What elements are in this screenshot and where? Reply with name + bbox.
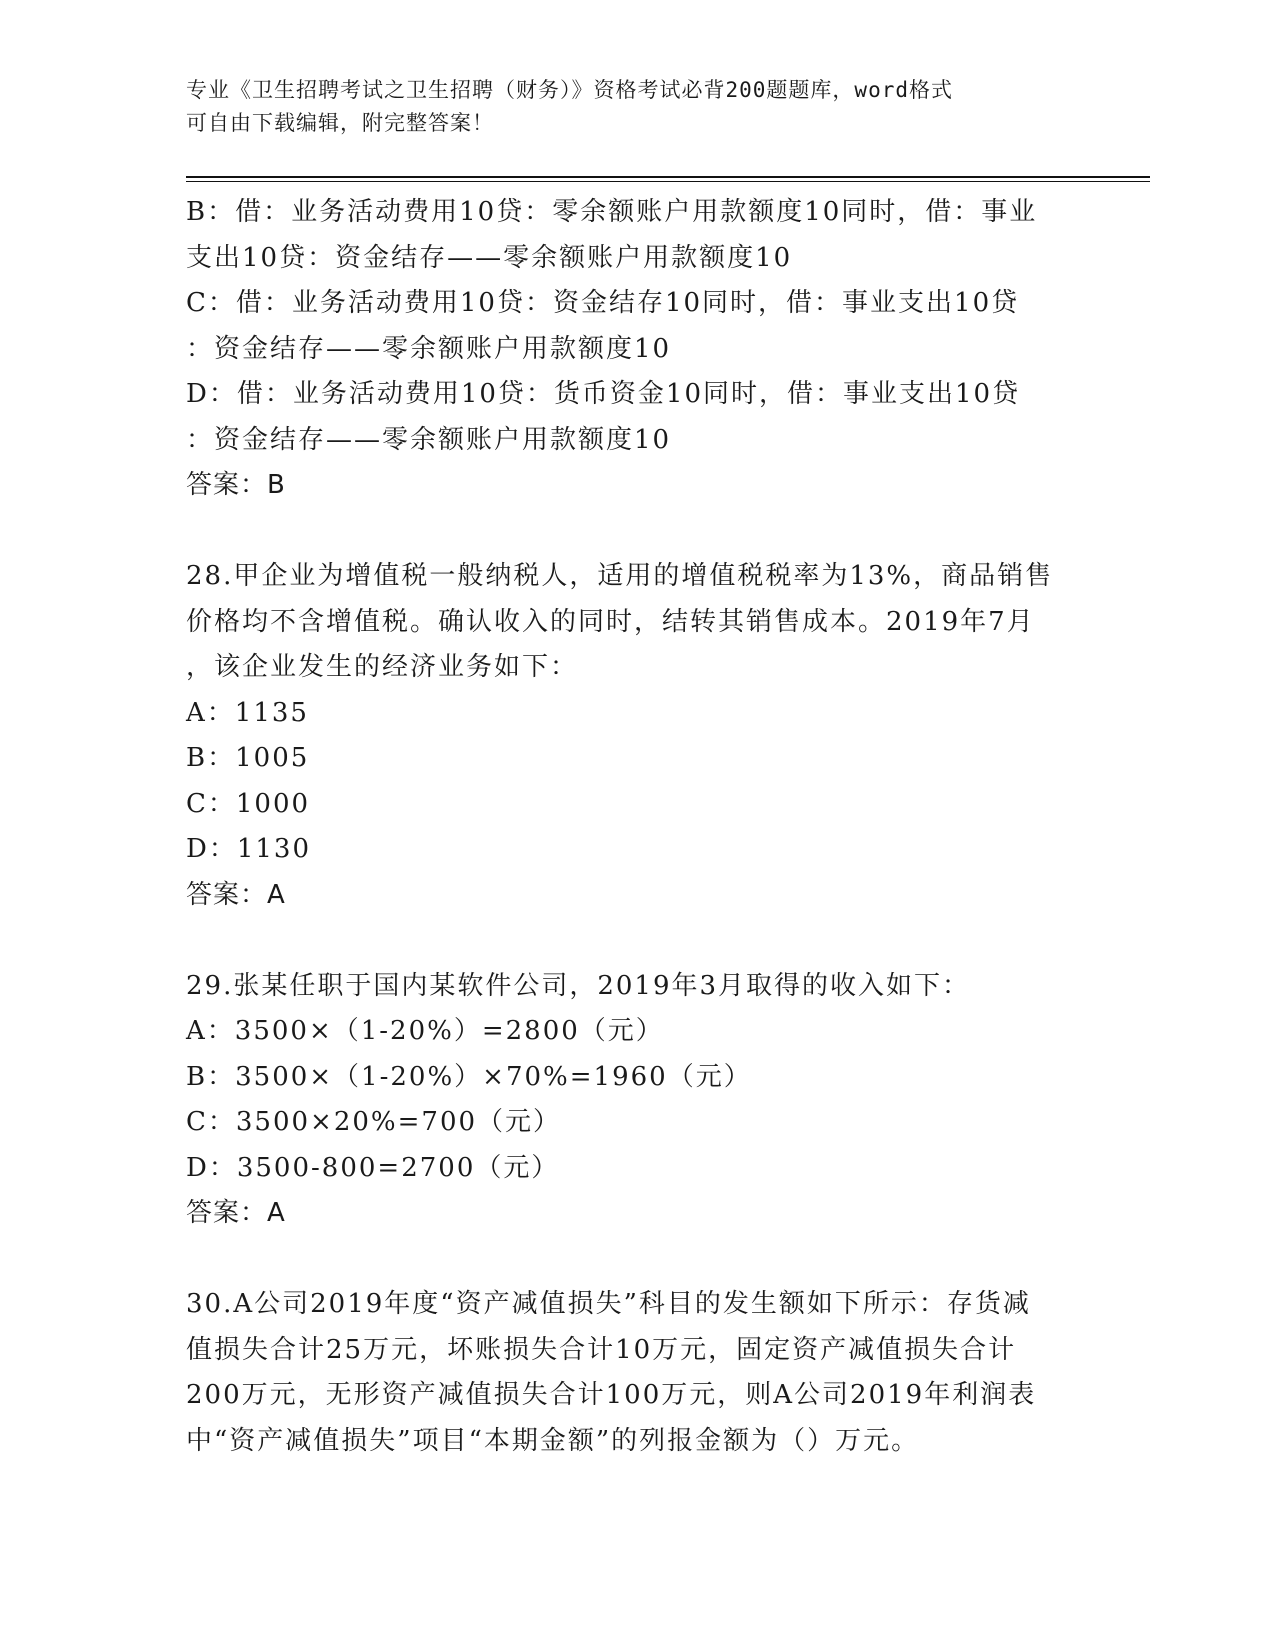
option-line: D：借：业务活动费用10贷：货币资金10同时，借：事业支出10贷 bbox=[186, 379, 1021, 409]
option-b: B：3500×（1-20%）×70%=1960（元） bbox=[186, 1061, 752, 1092]
answer-label: 答案：A bbox=[186, 1198, 286, 1228]
option-a: A：1135 bbox=[186, 697, 309, 728]
header-title-line-2: 可自由下载编辑，附完整答案！ bbox=[186, 111, 494, 135]
header-rule-thin bbox=[186, 181, 1150, 182]
option-line: C：借：业务活动费用10贷：资金结存10同时，借：事业支出10贷 bbox=[186, 288, 1020, 318]
option-c: C：1000 bbox=[186, 788, 311, 819]
document-header bbox=[186, 74, 1086, 140]
option-c: C：3500×20%=700（元） bbox=[186, 1107, 562, 1137]
question-stem-line: 29.张某任职于国内某软件公司，2019年3月取得的收入如下： bbox=[186, 970, 971, 1001]
option-a: A：3500×（1-20%）=2800（元） bbox=[186, 1016, 664, 1046]
question-stem-line: 中“资产减值损失”项目“本期金额”的列报金额为（）万元。 bbox=[186, 1425, 920, 1456]
question-30 bbox=[186, 1282, 1086, 1464]
question-stem-line: 价格均不含增值税。确认收入的同时，结转其销售成本。2019年7月 bbox=[186, 606, 1035, 637]
option-line: B：借：业务活动费用10贷：零余额账户用款额度10同时，借：事业 bbox=[186, 197, 1038, 227]
prev-question bbox=[186, 190, 1086, 509]
question-content bbox=[186, 190, 1086, 1464]
question-stem-line: ，该企业发生的经济业务如下： bbox=[186, 652, 579, 682]
answer-label: 答案：A bbox=[186, 879, 286, 910]
option-line: ：资金结存——零余额账户用款额度10 bbox=[186, 333, 672, 364]
option-d: D：3500-800=2700（元） bbox=[186, 1152, 560, 1183]
spacer bbox=[186, 1237, 1086, 1283]
option-b: B：1005 bbox=[186, 743, 310, 773]
header-title-line-1: 专业《卫生招聘考试之卫生招聘（财务）》资格考试必背200题题库，word格式 bbox=[186, 78, 953, 102]
option-line: ：资金结存——零余额账户用款额度10 bbox=[186, 424, 672, 455]
question-29 bbox=[186, 964, 1086, 1237]
question-stem-line: 值损失合计25万元，坏账损失合计10万元，固定资产减值损失合计 bbox=[186, 1334, 1017, 1365]
question-stem-line: 28.甲企业为增值税一般纳税人，适用的增值税税率为13%，商品销售 bbox=[186, 561, 1054, 591]
option-d: D：1130 bbox=[186, 834, 312, 864]
spacer bbox=[186, 509, 1086, 555]
header-rule-thick bbox=[186, 176, 1150, 178]
spacer bbox=[186, 918, 1086, 964]
question-28 bbox=[186, 554, 1086, 918]
question-stem-line: 200万元，无形资产减值损失合计100万元，则A公司2019年利润表 bbox=[186, 1380, 1037, 1410]
option-line: 支出10贷：资金结存——零余额账户用款额度10 bbox=[186, 242, 793, 273]
answer-label: 答案：B bbox=[186, 470, 286, 500]
question-stem-line: 30.A公司2019年度“资产减值损失”科目的发生额如下所示：存货减 bbox=[186, 1289, 1031, 1319]
